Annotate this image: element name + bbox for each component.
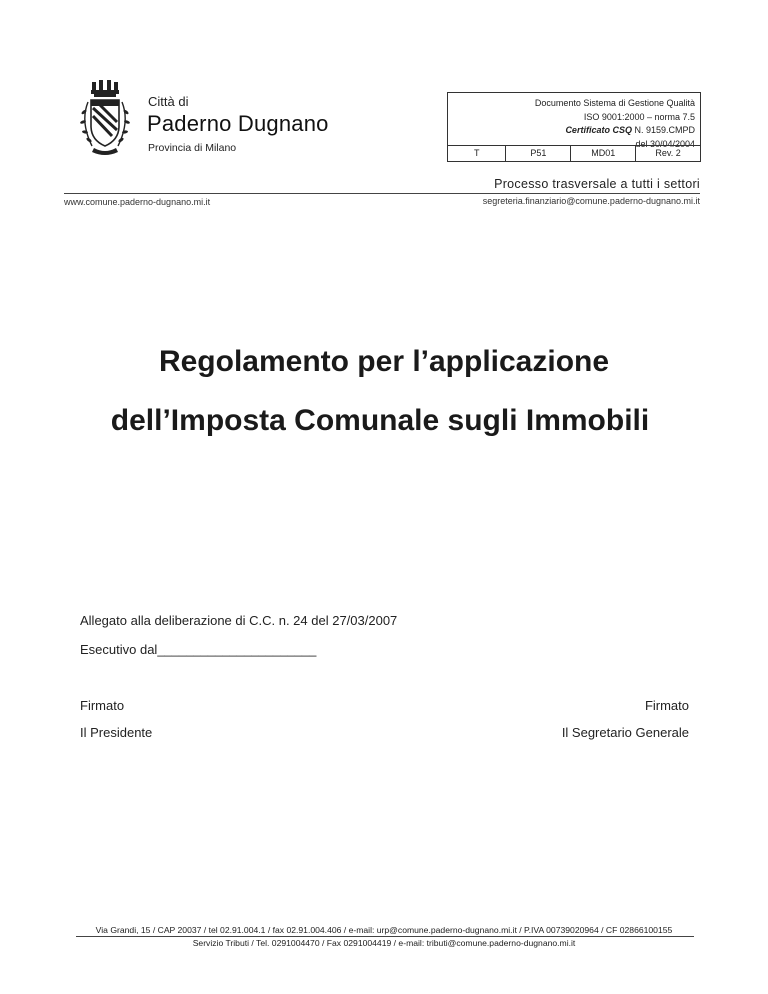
footer-contact-line: Via Grandi, 15 / CAP 20037 / tel 02.91.004.1 / fax 02.91.004.406 / e-mail: urp@comune.paderno-dugnano.mi.it / P.IVA 00739020964 / CF 02866100155 <box>95 925 673 935</box>
quality-iso-line: ISO 9001:2000 – norma 7.5 <box>583 111 695 122</box>
footer-service-line: Servizio Tributi / Tel. 0291004470 / Fax 0291004419 / e-mail: tributi@comune.paderno-dugnano.mi.it <box>192 938 576 948</box>
quality-doc-line: Documento Sistema di Gestione Qualità <box>534 98 695 108</box>
quality-cert-line <box>535 124 695 138</box>
document-title-line2: dell’Imposta Comunale sugli Immobili <box>110 404 650 437</box>
cert-number: N. 9159.CMPD <box>634 125 695 135</box>
city-prefix: Città di <box>148 94 189 109</box>
right-signer-role: Il Segretario Generale <box>561 725 689 740</box>
email-link[interactable]: segreteria.finanziario@comune.paderno-dugnano.mi.it <box>482 196 700 206</box>
quality-code-cell: Rev. 2 <box>635 146 700 161</box>
esecutivo-text: Esecutivo dal______________________ <box>80 642 317 657</box>
quality-code-cell: MD01 <box>570 146 635 161</box>
province-label: Provincia di Milano <box>148 142 237 154</box>
coat-of-arms-icon <box>74 78 136 160</box>
cert-label: Certificato CSQ <box>565 125 632 135</box>
process-label: Processo trasversale a tutti i settori <box>494 177 700 191</box>
header-divider <box>64 193 700 194</box>
quality-code-row <box>447 145 701 162</box>
website-link[interactable]: www.comune.paderno-dugnano.mi.it <box>64 197 211 207</box>
document-title-line1: Regolamento per l’applicazione <box>158 345 610 378</box>
footer-divider <box>76 936 694 937</box>
allegato-text: Allegato alla deliberazione di C.C. n. 24 del 27/03/2007 <box>80 613 398 628</box>
left-signature-status: Firmato <box>80 698 125 713</box>
quality-code-cell: P51 <box>505 146 570 161</box>
quality-system-box <box>447 92 701 162</box>
quality-code-cell: T <box>473 148 480 158</box>
quality-date-line: del 30/04/2004 <box>635 138 695 149</box>
left-signer-role: Il Presidente <box>80 725 153 740</box>
right-signature-status: Firmato <box>644 698 689 713</box>
city-name: Paderno Dugnano <box>147 111 329 136</box>
